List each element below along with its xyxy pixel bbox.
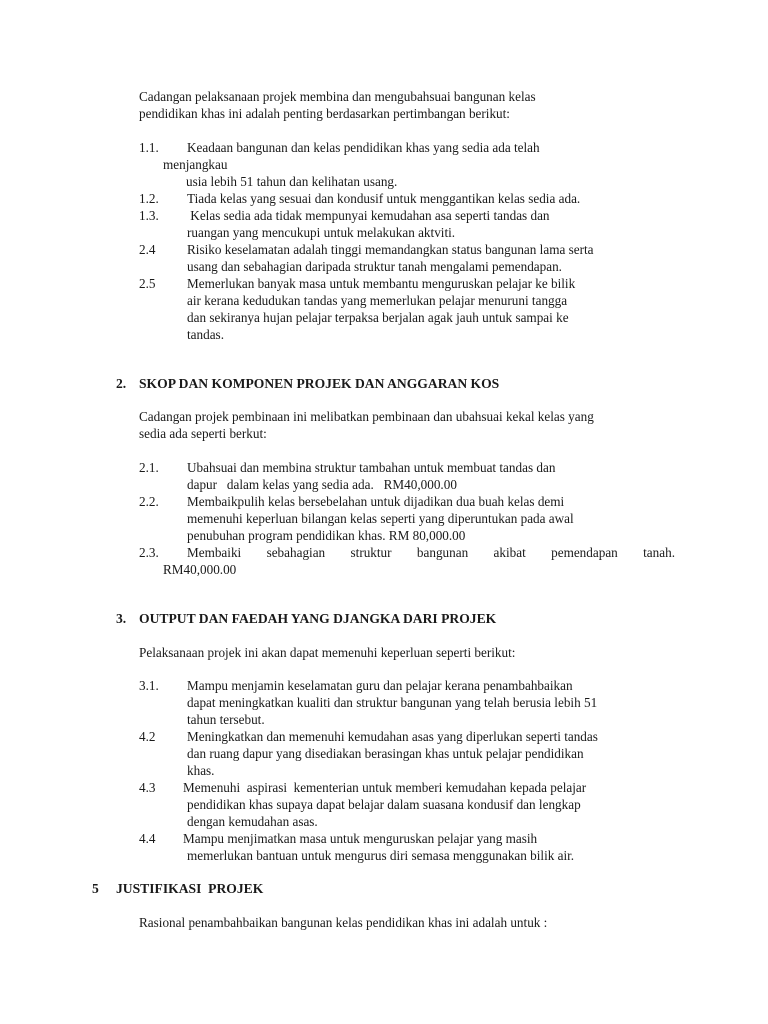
item-text: Memerlukan banyak masa untuk membantu menguruskan pelajar ke bilik (187, 276, 576, 291)
section-number: 2. (116, 376, 127, 391)
item-text: khas. (187, 763, 215, 778)
item-text: dan ruang dapur yang disediakan berasingan khas untuk pelajar pendidikan (187, 746, 584, 761)
section-intro: Pelaksanaan projek ini akan dapat memenuhi keperluan seperti berikut: (139, 645, 516, 660)
item-text: memenuhi keperluan bilangan kelas seperti yang diperuntukan pada awal (187, 511, 574, 526)
item-text: usang dan sebahagian daripada struktur tanah mengalami pemendapan. (187, 259, 562, 274)
item-text: Tiada kelas yang sesuai dan kondusif untuk menggantikan kelas sedia ada. (187, 191, 581, 206)
item-number: 4.3 (139, 780, 156, 795)
section-heading: JUSTIFIKASI PROJEK (116, 881, 264, 896)
item-text: menjangkau (163, 157, 228, 172)
item-number: 4.4 (139, 831, 156, 846)
item-text: dapur dalam kelas yang sedia ada. RM40,000.00 (187, 477, 457, 492)
section-intro: Rasional penambahbaikan bangunan kelas pendidikan khas ini adalah untuk : (139, 915, 548, 930)
item-number: 2.5 (139, 276, 156, 291)
item-text: Kelas sedia ada tidak mempunyai kemudahan asa seperti tandas dan (187, 208, 550, 223)
item-number: 4.2 (139, 729, 156, 744)
item-number: 1.2. (139, 191, 159, 206)
section-heading: SKOP DAN KOMPONEN PROJEK DAN ANGGARAN KOS (139, 376, 500, 391)
item-text: Risiko keselamatan adalah tinggi memandangkan status bangunan lama serta (187, 242, 594, 257)
item-text: ruangan yang mencukupi untuk melakukan aktviti. (187, 225, 456, 240)
item-text: pendidikan khas supaya dapat belajar dalam suasana kondusif dan lengkap (187, 797, 581, 812)
item-text: tahun tersebut. (187, 712, 265, 727)
section-heading: OUTPUT DAN FAEDAH YANG DJANGKA DARI PROJEK (139, 611, 497, 626)
item-text: Ubahsuai dan membina struktur tambahan untuk membuat tandas dan (187, 460, 556, 475)
item-text: dapat meningkatkan kualiti dan struktur bangunan yang telah berusia lebih 51 (187, 695, 598, 710)
section-intro: Cadangan projek pembinaan ini melibatkan pembinaan dan ubahsuai kekal kelas yang (139, 409, 594, 424)
item-number: 2.2. (139, 494, 159, 509)
item-text: Keadaan bangunan dan kelas pendidikan khas yang sedia ada telah (187, 140, 540, 155)
item-text: Membaiki sebahagian struktur bangunan akibat pemendapan tanah. (187, 545, 675, 560)
item-text: memerlukan bantuan untuk mengurus diri semasa menggunakan bilik air. (187, 848, 575, 863)
intro-line-1: Cadangan pelaksanaan projek membina dan mengubahsuai bangunan kelas (139, 89, 536, 104)
item-text: Mampu menjimatkan masa untuk menguruskan pelajar yang masih (183, 831, 538, 846)
item-text: RM40,000.00 (163, 562, 237, 577)
item-number: 2.4 (139, 242, 156, 257)
item-number: 2.1. (139, 460, 159, 475)
section-intro: sedia ada seperti berkut: (139, 426, 267, 441)
intro-line-2: pendidikan khas ini adalah penting berdasarkan pertimbangan berikut: (139, 106, 510, 121)
item-text: dengan kemudahan asas. (187, 814, 318, 829)
section-number: 5 (92, 881, 99, 896)
item-text: Memenuhi aspirasi kementerian untuk memberi kemudahan kepada pelajar (183, 780, 587, 795)
item-text: air kerana kedudukan tandas yang memerlukan pelajar menuruni tangga (187, 293, 568, 308)
item-text: usia lebih 51 tahun dan kelihatan usang. (186, 174, 398, 189)
item-text: Mampu menjamin keselamatan guru dan pelajar kerana penambahbaikan (187, 678, 573, 693)
section-number: 3. (116, 611, 127, 626)
item-text: Meningkatkan dan memenuhi kemudahan asas yang diperlukan seperti tandas (187, 729, 598, 744)
item-number: 3.1. (139, 678, 159, 693)
item-number: 1.3. (139, 208, 159, 223)
item-number: 2.3. (139, 545, 159, 560)
item-text: penubuhan program pendidikan khas. RM 80,000.00 (187, 528, 466, 543)
item-text: Membaikpulih kelas bersebelahan untuk dijadikan dua buah kelas demi (187, 494, 565, 509)
item-text: tandas. (187, 327, 224, 342)
item-text: dan sekiranya hujan pelajar terpaksa berjalan agak jauh untuk sampai ke (187, 310, 569, 325)
item-number: 1.1. (139, 140, 159, 155)
